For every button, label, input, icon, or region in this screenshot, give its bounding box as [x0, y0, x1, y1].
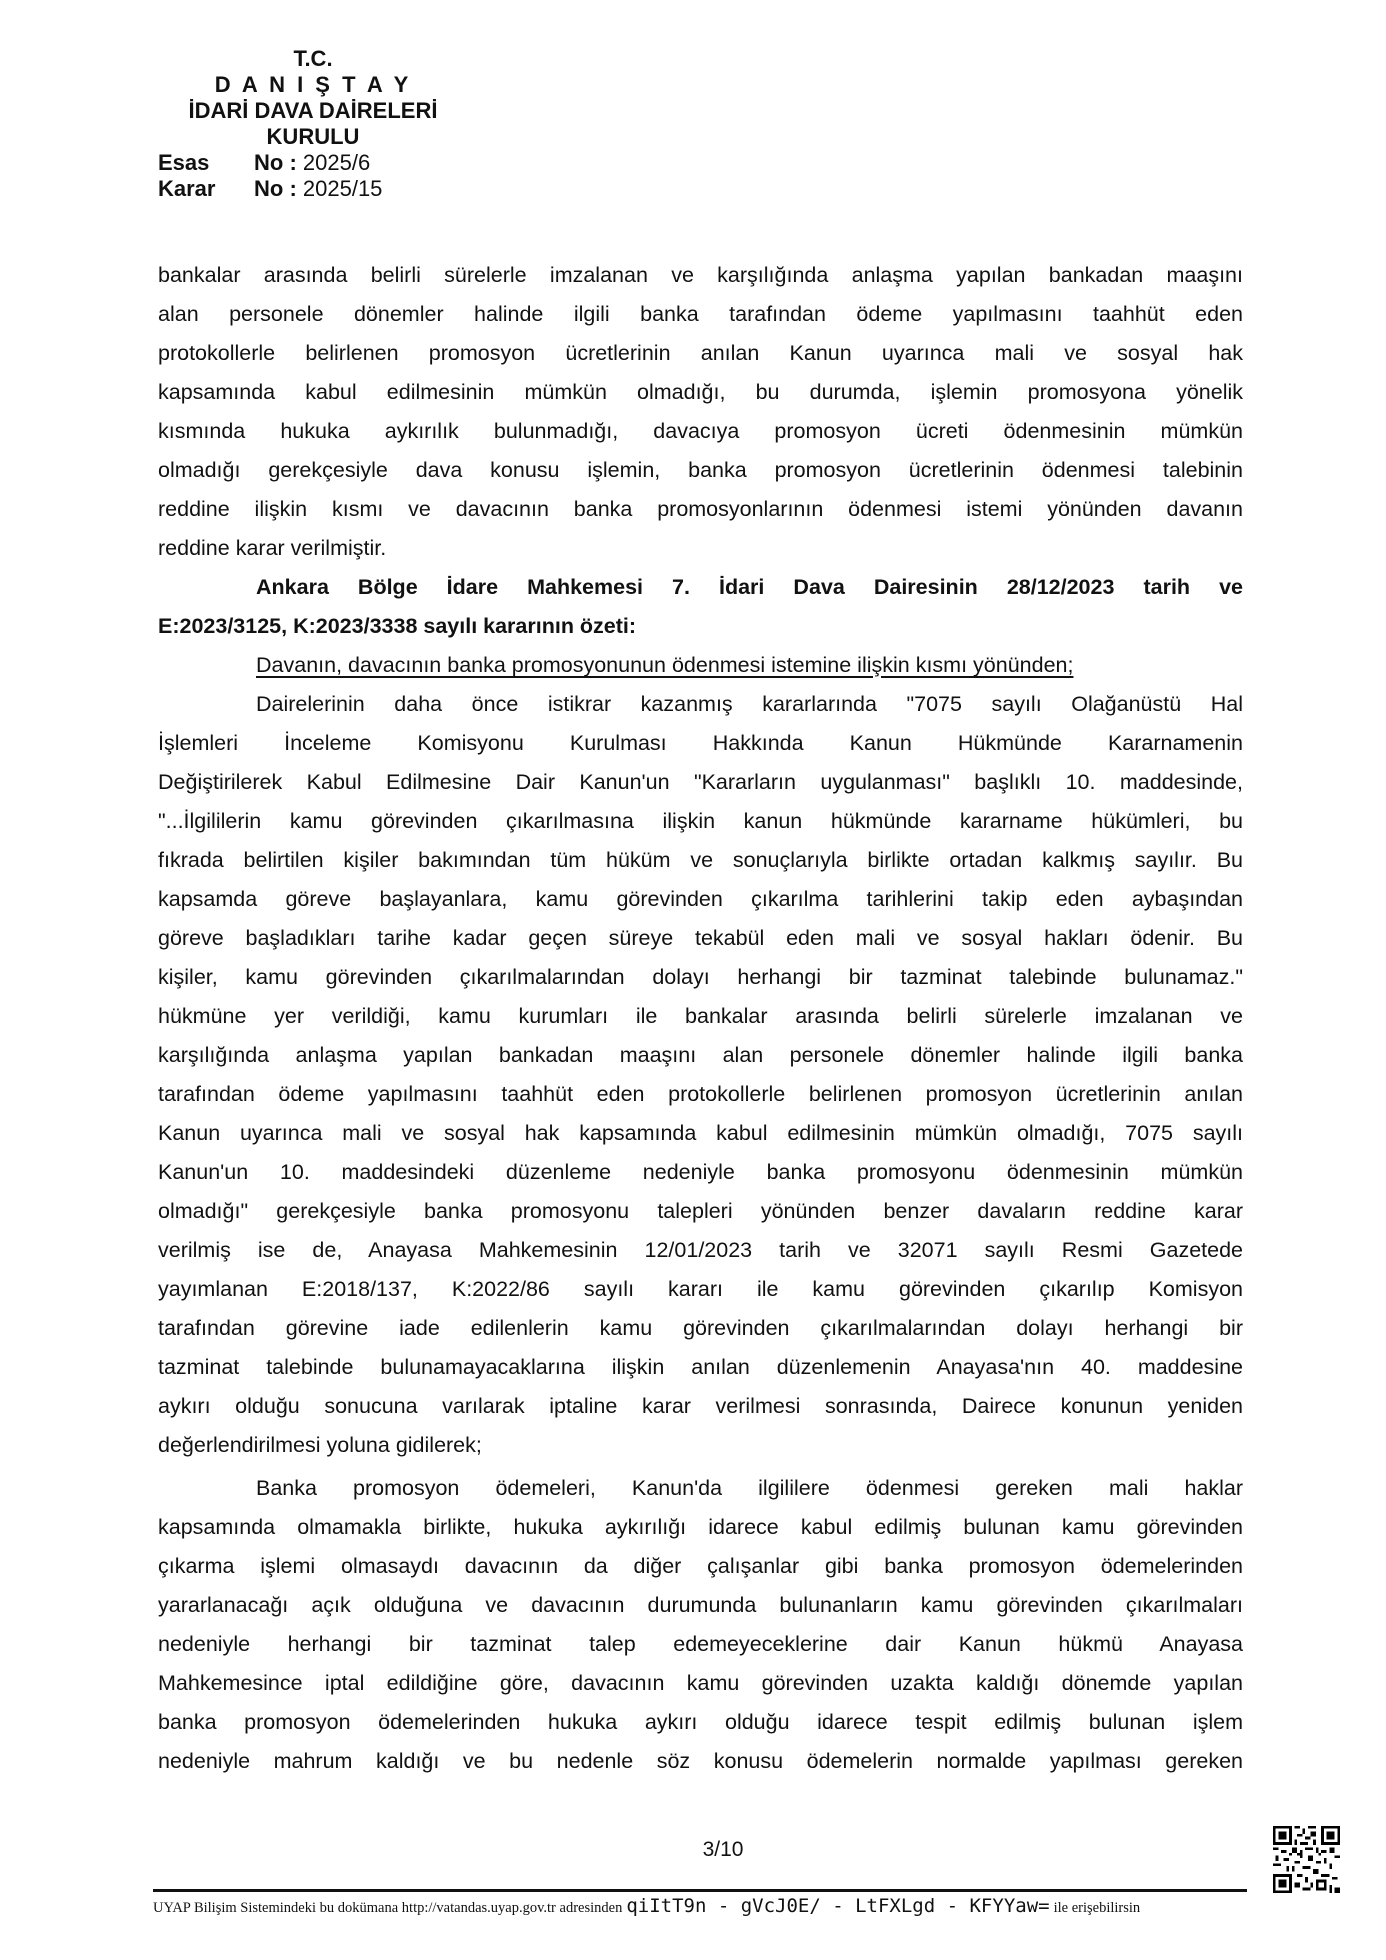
body-line: tazminat talebinde bulunamayacaklarına ilişkin anılan düzenlemenin Anayasa'nın 40. maddesine	[158, 1355, 1243, 1379]
esas-value: 2025/6	[302, 150, 371, 175]
body-line: Değiştirilerek Kabul Edilmesine Dair Kanun'un "Kararların uygulanması" başlıklı 10. maddesinde,	[158, 770, 1243, 794]
body-line: "...İlgililerin kamu görevinden çıkarılmasına ilişkin kanun hükmünde kararname hükümleri, bu	[158, 809, 1243, 833]
karar-label: Karar	[158, 176, 216, 201]
body-line: aykırı olduğu sonucuna varılarak iptaline karar verilmesi sonrasında, Dairece konunun yeniden	[158, 1394, 1243, 1418]
body-line: nedeniyle mahrum kaldığı ve bu nedenle söz konusu ödemelerin normalde yapılması gereken	[158, 1749, 1243, 1773]
qr-code-icon	[1273, 1826, 1340, 1893]
body-line: yayımlanan E:2018/137, K:2022/86 sayılı kararı ile kamu görevinden çıkarılıp Komisyon	[158, 1277, 1243, 1301]
body-line: kişiler, kamu görevinden çıkarılmalarından dolayı herhangi bir tazminat talebinde bulunamaz."	[158, 965, 1243, 989]
karar-no-label: No :	[254, 176, 297, 201]
karar-value: 2025/15	[302, 176, 383, 201]
body-line: fıkrada belirtilen kişiler bakımından tüm hüküm ve sonuçlarıyla birlikte ortadan kalkmış sayılır. Bu	[158, 848, 1243, 872]
footer-divider	[153, 1889, 1247, 1892]
document-body	[158, 256, 1243, 1781]
body-line: tarafından görevine iade edilenlerin kamu görevinden çıkarılmalarından dolayı herhangi bir	[158, 1316, 1243, 1340]
section-subheading	[158, 646, 1243, 685]
body-line: tarafından ödeme yapılmasını taahhüt eden protokollerle belirlenen promosyon ücretlerinin anılan	[158, 1082, 1243, 1106]
body-line: kapsamda göreve başlayanlara, kamu görevinden çıkarılma tarihlerini takip eden aybaşından	[158, 887, 1243, 911]
body-line: yararlanacağı açık olduğuna ve davacının durumunda bulunanların kamu görevinden çıkarılmaları	[158, 1593, 1243, 1617]
body-line: kapsamında olmamakla birlikte, hukuka aykırılığı idarece kabul edilmiş bulunan kamu görevinden	[158, 1515, 1243, 1539]
body-line: protokollerle belirlenen promosyon ücretlerinin anılan Kanun uyarınca mali ve sosyal hak	[158, 341, 1243, 365]
body-line: Dairelerinin daha önce istikrar kazanmış kararlarında "7075 sayılı Olağanüstü Hal	[256, 692, 1243, 716]
header-tc: T.C.	[293, 46, 333, 71]
header-board: KURULU	[266, 124, 360, 149]
body-line: İşlemleri İnceleme Komisyonu Kurulması Hakkında Kanun Hükmünde Kararnamenin	[158, 731, 1243, 755]
subheading-text: Davanın, davacının banka promosyonunun ödenmesi istemine ilişkin kısmı yönünden;	[256, 653, 1074, 677]
body-line: değerlendirilmesi yoluna gidilerek;	[158, 1433, 482, 1457]
body-line: Mahkemesince iptal edildiğine göre, davacının kamu görevinden uzakta kaldığı dönemde yapılan	[158, 1671, 1243, 1695]
header-chamber: İDARİ DAVA DAİRELERİ	[188, 98, 438, 123]
body-line: alan personele dönemler halinde ilgili banka tarafından ödeme yapılmasını taahhüt eden	[158, 302, 1243, 326]
body-line: nedeniyle herhangi bir tazminat talep edemeyeceklerine dair Kanun hükmü Anayasa	[158, 1632, 1243, 1656]
body-line: verilmiş ise de, Anayasa Mahkemesinin 12/01/2023 tarih ve 32071 sayılı Resmi Gazetede	[158, 1238, 1243, 1262]
access-code: qiItT9n - gVcJ0E/ - LtFXLgd - KFYYaw=	[626, 1895, 1050, 1917]
body-line: olmadığı gerekçesiyle dava konusu işlemin, banka promosyon ücretlerinin ödenmesi talebinin	[158, 458, 1243, 482]
body-line: göreve başladıkları tarihe kadar geçen süreye tekabül eden mali ve sosyal hakları ödenir. Bu	[158, 926, 1243, 950]
esas-row	[158, 150, 518, 176]
section-heading: E:2023/3125, K:2023/3338 sayılı kararının özeti:	[158, 614, 637, 638]
body-line: karşılığında anlaşma yapılan bankadan maaşını alan personele dönemler halinde ilgili banka	[158, 1043, 1243, 1067]
section-heading: Ankara Bölge İdare Mahkemesi 7. İdari Dava Dairesinin 28/12/2023 tarih ve	[256, 575, 1243, 599]
body-line: Banka promosyon ödemeleri, Kanun'da ilgililere ödenmesi gereken mali haklar	[256, 1476, 1243, 1500]
body-line: hükmüne yer verildiği, kamu kurumları ile bankalar arasında belirli sürelerle imzalanan ve	[158, 1004, 1243, 1028]
esas-label: Esas	[158, 150, 210, 175]
karar-row	[158, 176, 518, 202]
body-line: banka promosyon ödemelerinden hukuka aykırı olduğu idarece tespit edilmiş bulunan işlem	[158, 1710, 1243, 1734]
header-court-name: D A N I Ş T A Y	[214, 72, 412, 97]
body-line: çıkarma işlemi olmasaydı davacının da diğer çalışanlar gibi banka promosyon ödemelerinden	[158, 1554, 1243, 1578]
body-line: reddine karar verilmiştir.	[158, 536, 387, 560]
body-line: reddine ilişkin kısmı ve davacının banka promosyonlarının ödenmesi istemi yönünden davanın	[158, 497, 1243, 521]
document-header	[158, 46, 518, 202]
esas-no-label: No :	[254, 150, 297, 175]
body-line: kısmında hukuka aykırılık bulunmadığı, davacıya promosyon ücreti ödenmesinin mümkün	[158, 419, 1243, 443]
body-line: olmadığı" gerekçesiyle banka promosyonu talepleri yönünden benzer davaların reddine karar	[158, 1199, 1243, 1223]
body-line: Kanun uyarınca mali ve sosyal hak kapsamında kabul edilmesinin mümkün olmadığı, 7075 sayılı	[158, 1121, 1243, 1145]
page-number: 3/10	[702, 1838, 744, 1861]
footer-prefix: UYAP Bilişim Sistemindeki bu dokümana http://vatandas.uyap.gov.tr adresinden	[153, 1900, 623, 1916]
body-line: kapsamında kabul edilmesinin mümkün olmadığı, bu durumda, işlemin promosyona yönelik	[158, 380, 1243, 404]
footer-suffix: ile erişebilirsin	[1053, 1900, 1141, 1916]
body-line: bankalar arasında belirli sürelerle imzalanan ve karşılığında anlaşma yapılan bankadan maaşını	[158, 263, 1243, 287]
footer-access-info	[153, 1893, 1253, 1921]
body-line: Kanun'un 10. maddesindeki düzenleme nedeniyle banka promosyonu ödenmesinin mümkün	[158, 1160, 1243, 1184]
